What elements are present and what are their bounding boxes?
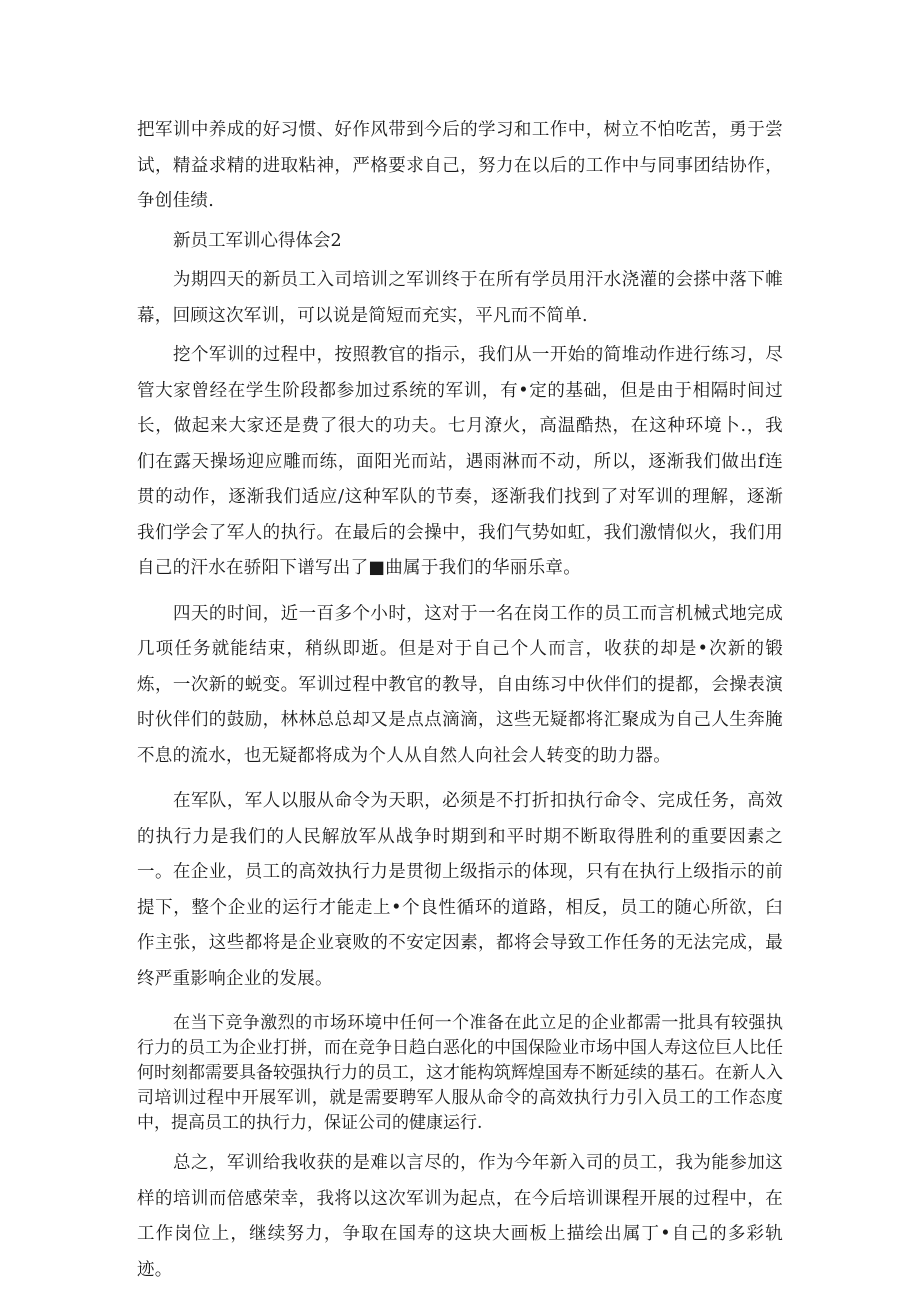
paragraph-four-days: 四天的时间，近一百多个小时，这对于一名在岗工作的员工而言机械式地完成几项任务就能结束，稍纵即逝。但是对于自己个人而言，收获的却是•次新的锻炼，一次新的蜕变。军训过程中教官的教导，自由练习中伙伴们的提都，会操表演时伙伴们的鼓励，林林总总却又是点点滴滴，这些无疑都将汇聚成为自己人生奔腌不息的流水，也无疑都将成为个人从自然人向社会人转变的助力器。 xyxy=(137,603,783,766)
paragraph-continuation: 把军训中养成的好习惯、好作风带到今后的学习和工作中，树立不怕吃苦，勇于尝试，精益求精的进取粘神，严格要求自己，努力在以后的工作中与同事团结协作，争创佳绩. xyxy=(137,120,783,211)
paragraph-army-execution: 在军队，军人以服从命令为天职，必须是不打折扣执行命令、完成任务，高效的执行力是我们的人民解放军从战争时期到和平时期不断取得胜利的重要因素之一。在企业，员工的高效执行力是贯彻上级指示的体现，只有在执行上级指示的前提下，整个企业的运行才能走上•个良性循环的道路，相反，员工的随心所欲，臼作主张，这些都将是企业衰败的不安定因素，都将会导致工作任务的无法完成，最终严重影响企业的发展。 xyxy=(137,791,783,989)
text-column xyxy=(137,113,783,1288)
paragraph-training-process: 挖个军训的过程中，按照教官的指示，我们从一开始的简堆动作进行练习，尽管大家曾经在学生阶段都参加过系统的军训，有•定的基础，但是由于相隔时间过长，做起来大家还是费了很大的功夫。七月潦火，高温酷热，在这种环境卜.，我们在露天操场迎应雕而练，面阳光而站，遇雨淋而不动，所以，逐渐我们做出f连贯的动作，逐渐我们适应/这种军队的节奏，逐渐我们找到了对军训的理解，逐渐我们学会了军人的执行。在最后的会操中，我们气势如虹，我们激情似火，我们用自己的汗水在骄阳下谱写出了■曲属于我们的华丽乐章。 xyxy=(137,345,783,578)
paragraph-conclusion: 总之，军训给我收获的是难以言尽的，作为今年新入司的员工，我为能参加这样的培训而倍感荣幸，我将以这次军训为起点，在今后培训课程开展的过程中，在工作岗位上，继续努力，争取在国寿的这块大画板上描绘出属丁•自己的多彩轨迹。 xyxy=(137,1153,783,1280)
paragraph-market-environment: 在当下竞争激烈的市场环境中任何一个准备在此立足的企业都需一批具有较强执行力的员工为企业打拼，而在竞争日趋白恶化的中国保险业市场中国人寿这位巨人比任何时刻都需要具备较强执行力的员工，这才能构筑辉煌国寿不断延续的基石。在新人入司培训过程中开展军训，就是需要聘军人服从命令的高效执行力引入员工的工作态度中，提高员工的执行力，保证公司的健康运行. xyxy=(137,1013,783,1133)
section-heading: 新员工军训心得体会2 xyxy=(173,230,342,251)
paragraph-intro: 为期四天的新员工入司培训之军训终于在所有学员用汗水浇灌的会搽中落下帷幕，回顾这次军训，可以说是简短而充实，平凡而不简单. xyxy=(137,270,783,326)
